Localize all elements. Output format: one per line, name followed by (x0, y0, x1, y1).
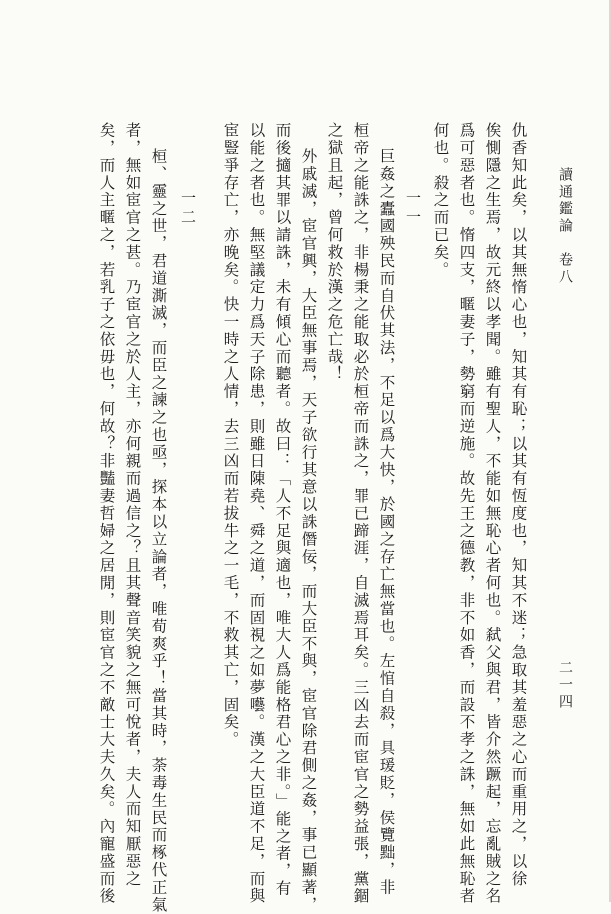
text-column: 以能之者也。無堅議定力爲天子除患，則雖日陳堯、舜之道，而固視之如夢囈。漢之大臣道不足，而與 (247, 122, 266, 905)
text-column: 外戚滅，宦官興，大臣無事焉，天子欲行其意以誅僭佞，而大臣不與，宦官除君側之姦，事已顯著， (299, 148, 318, 914)
text-column: 仇香知此矣，以其無惰心也，知其有恥；以其有恆度也，知其不迷；急取其羞惡之心而重用之，以徐 (509, 122, 528, 888)
text-column: 宦豎爭存亡，亦晚矣。快一時之人情，去三凶而若拔牛之一毛，不救其亡，固矣。 (221, 122, 240, 749)
text-column: 爲可惡者也。惰四支，暱妻子，勢窮而逆施。故先王之德教，非不如香，而設不孝之誅，無如此無恥者 (457, 122, 476, 905)
text-column: 之獄且起，曾何救於漢之危亡哉！ (325, 122, 344, 383)
text-column: 桓帝之能誅之，非楊秉之能取必於桓帝而誅之，罪已蹄涯，自滅焉耳矣。三凶去而宦官之勢益張，黨錮 (351, 122, 370, 905)
text-column: 者，無如宦官之甚。乃宦官之於人主，亦何親而過信之？且其聲音笑貌之無可悅者，夫人而知厭惡之 (123, 122, 142, 888)
text-column: 俟惻隱之生焉，故元終以孝聞。雖有聖人，不能如無恥心者何也。弑父與君，皆介然蹶起，忘亂賊之名 (483, 122, 502, 905)
text-column: 矣，而人主暱之，若乳子之依毋也，何故？非豔妻哲婦之居閒，則宦官之不敵士大夫久矣。內寵盛而後 (97, 122, 116, 905)
text-column: 巨姦之蠹國殃民而自伏其法，不足以爲大快，於國之存亡無當也。左悺自殺，具瑗貶，侯覽黜，非 (377, 148, 396, 897)
section-number: 一一 (404, 190, 422, 228)
text-column: 桓、靈之世，君道澌滅，而臣之諫之也亟，探本以立論者，唯荀爽乎！當其時，荼毒生民而椓代正氣 (149, 148, 168, 914)
text-column: 而後擿其罪以請誅，未有傾心而聽者。故曰：「人不足與適也，唯大人爲能格君心之非。」能之者，有 (273, 122, 292, 898)
running-title: 讀通鑑論 卷八 (557, 167, 573, 286)
section-number: 一二 (179, 190, 197, 228)
text-column: 何也。殺之而已矣。 (431, 122, 450, 279)
page-number: 二一四 (557, 660, 573, 711)
